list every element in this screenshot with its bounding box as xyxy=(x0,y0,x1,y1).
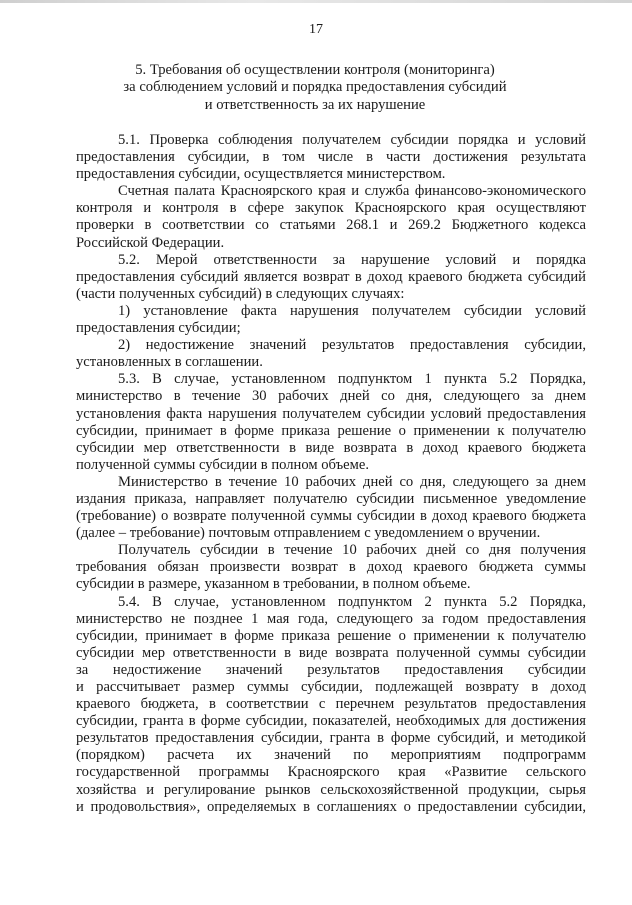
text-line: субсидии в размере, указанном в требовании, в полном объеме. xyxy=(76,576,471,593)
text-line: 5.1. Проверка соблюдения получателем субсидии порядка и условий xyxy=(118,132,586,148)
text-line: (части полученных субсидий) в следующих случаях: xyxy=(76,285,405,302)
text-line: за недостижение значений результатов предоставления субсидии xyxy=(76,661,586,678)
text-line: предоставления субсидий является возврат в доход краевого бюджета субсидий xyxy=(76,268,586,285)
text-line: 5.3. В случае, установленном подпунктом 1 пункта 5.2 Порядка, xyxy=(118,371,586,388)
text-line: Получатель субсидии в течение 10 рабочих дней со дня получения xyxy=(118,542,586,559)
text-line: краевого бюджета, в соответствии с перечнем результатов предоставления xyxy=(76,696,586,713)
text-line: контроля и контроля в сфере закупок Красноярского края осуществляют xyxy=(76,200,586,217)
text-line: субсидии мер ответственности в виде возврата полученной суммы субсидии xyxy=(76,644,586,661)
text-line: и продовольствия», определяемых в соглашениях о предоставлении субсидии, xyxy=(76,798,586,815)
page-top-edge xyxy=(0,0,632,3)
text-line: хозяйства и регулирование рынков сельскохозяйственной продукции, сырья xyxy=(76,781,586,798)
text-line: требования обязан произвести возврат в доход краевого бюджета суммы xyxy=(76,559,586,576)
text-line: 5.2. Мерой ответственности за нарушение условий и порядка xyxy=(118,251,586,268)
text-line: предоставления субсидии, осуществляется министерством. xyxy=(76,166,446,183)
text-line: установления факта нарушения получателем субсидии условий предоставления xyxy=(76,405,586,422)
text-line: министерство не позднее 1 мая года, следующего за годом предоставления xyxy=(76,610,586,627)
text-line: результатов предоставления субсидии, гранта в форме субсидий, и методикой xyxy=(76,730,586,747)
page-number: 17 xyxy=(309,22,323,37)
text-line: предоставления субсидии, в том числе в части достижения результата xyxy=(76,149,586,166)
document-body xyxy=(76,132,586,816)
text-line: Министерство в течение 10 рабочих дней со дня, следующего за днем xyxy=(118,473,586,490)
text-line: субсидии, гранта в форме субсидии, показателей, необходимых для достижения xyxy=(76,713,586,730)
section-heading-line: за соблюдением условий и порядка предоставления субсидий xyxy=(123,79,507,96)
text-line: субсидии, принимает в форме приказа решение о применении к получателю xyxy=(76,422,586,439)
section-heading-line: и ответственность за их нарушение xyxy=(204,96,426,113)
text-line: полученной суммы субсидии в полном объеме. xyxy=(76,456,369,473)
text-line: проверки в соответствии со статьями 268.1 и 269.2 Бюджетного кодекса xyxy=(76,217,586,234)
text-line: издания приказа, направляет получателю субсидии письменное уведомление xyxy=(76,490,586,507)
text-line: Счетная палата Красноярского края и служба финансово-экономического xyxy=(118,183,586,200)
section-heading-line: 5. Требования об осуществлении контроля (мониторинга) xyxy=(135,62,495,78)
text-line: 5.4. В случае, установленном подпунктом 2 пункта 5.2 Порядка, xyxy=(118,593,586,610)
text-line: 1) установление факта нарушения получателем субсидии условий xyxy=(118,302,586,319)
text-line: установленных в соглашении. xyxy=(76,354,263,371)
text-line: государственной программы Красноярского края «Развитие сельского xyxy=(76,764,586,781)
text-line: субсидии, принимает в форме приказа решение о применении к получателю xyxy=(76,627,586,644)
text-line: Российской Федерации. xyxy=(76,234,225,251)
text-line: 2) недостижение значений результатов предоставления субсидии, xyxy=(118,337,586,354)
text-line: (далее – требование) почтовым отправлением с уведомлением о вручении. xyxy=(76,525,541,542)
text-line: субсидии мер ответственности в виде возврата в доход краевого бюджета xyxy=(76,439,586,456)
text-line: и рассчитывает размер суммы субсидии, подлежащей возврату в доход xyxy=(76,679,586,695)
text-line: (требование) о возврате полученной суммы субсидии в доход краевого бюджета xyxy=(76,508,586,525)
text-line: предоставления субсидии; xyxy=(76,320,241,337)
section-heading xyxy=(60,62,570,114)
text-line: министерство в течение 30 рабочих дней со дня, следующего за днем xyxy=(76,388,586,405)
text-line: (порядком) расчета их значений по мероприятиям подпрограмм xyxy=(76,747,586,764)
